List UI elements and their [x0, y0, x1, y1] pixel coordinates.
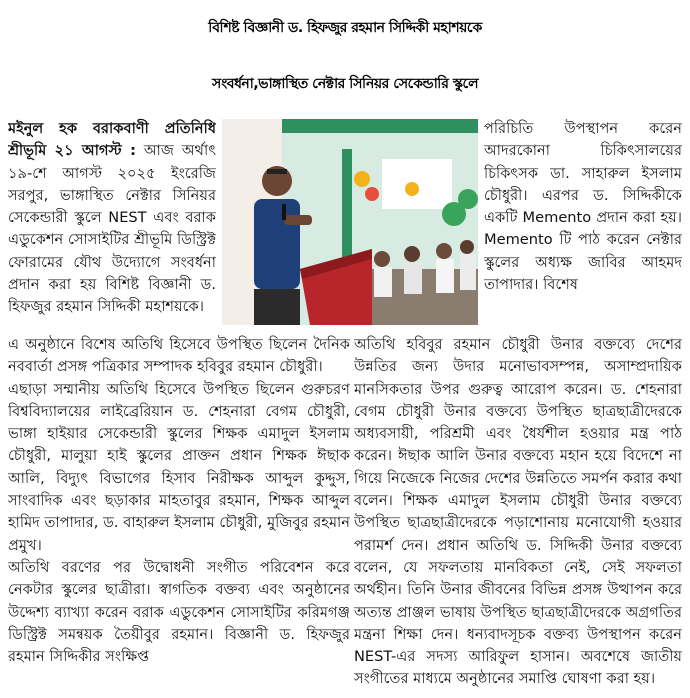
headline-line-1: বিশিষ্ট বিজ্ঞানী ড. হিফজুর রহমান সিদ্দিকী মহাশয়কে: [208, 20, 482, 36]
article-column-bottom-left: [8, 334, 350, 696]
article-paragraph: এছাড়া সম্মানীয় অতিথি হিসেবে উপস্থিত ছিলেন গুরুচরণ বিশ্ববিদ্যালয়ের লাইব্রেরিয়ান ড. শেহনারা বেগম চৌধুরী, ভাঙ্গা হাইয়ার সেকেন্ডারী স্কুলের শিক্ষক এমাদুল ইসলাম চৌধুরী, মালুয়া হাই স্কুলের প্রাক্তন প্রধান শিক্ষক ঈছাক আলি, বিদ্যুৎ বিভাগের হিসাব নিরীক্ষক আব্দুল কুদ্দুস, সাংবাদিক এবং ছড়াকার মাহতাবুর রহমান, শিক্ষক আব্দুল হামিদ তাপাদার, ড. বাহারুল ইসলাম চৌধুরী, মুজিবুর রহমান প্রমুখ।: [8, 380, 350, 554]
event-photo-illustration: [222, 119, 478, 325]
article-column-bottom-right: [354, 334, 682, 696]
article-column-left-top: [8, 118, 216, 333]
article-paragraph: পরিচিতি উপস্থাপন করেন আদরকোনা চিকিৎসালয়ের চিকিৎসক ডা. সাহারুল ইসলাম চৌধুরী। এরপর ড. সিদ্দিকীকে একটি Memento প্রদান করা হয়। Memento টি পাঠ করেন নেক্টার স্কুলের অধ্যক্ষ জাবির আহমদ তাপাদার। বিশেষ: [484, 120, 682, 294]
article-column-right-top: [484, 118, 682, 333]
event-photo: [222, 119, 478, 325]
article-paragraph: অতিথি হবিবুর রহমান চৌধুরী উনার বক্তব্যে দেশের উন্নতির জন্য উদার মনোভাবসম্পন্ন, অসাম্প্রদায়িক মানসিকতার উপর গুরুত্ব আরোপ করেন। ড. শেহনারা বেগম চৌধুরী উনার বক্তব্যে উপস্থিত ছাত্রছাত্রীদেরকে অধ্যবসায়ী, পরিশ্রমী এবং ধৈর্যশীল হওয়ার মন্ত্র পাঠ করেন। ঈছাক আলি উনার বক্তব্যে মহান হয়ে বিদেশে না গিয়ে নিজেকে নিজের দেশের উন্নতিতে সমর্পন করার কথা বলেন। শিক্ষক এমাদুল ইসলাম চৌধুরী উনার বক্তব্যে উপস্থিত ছাত্রছাত্রীদেরকে পড়াশোনায় মনোযোগী হওয়ার পরামর্শ দেন। প্রধান অতিথি ড. সিদ্দিকী উনার বক্তব্যে বলেন, যে সফলতায় মানবিকতা নেই, সেই সফলতা অর্থহীন। তিনি উনার জীবনের বিভিন্ন প্রসঙ্গ উত্থাপন করে অত্যন্ত প্রাঞ্জল ভাষায় উপস্থিত ছাত্রছাত্রীদেরকে অগ্রগতির মন্ত্রনা শিক্ষা দেন। ধন্যবাদসূচক বক্তব্য উপস্থাপন করেন NEST-এর সদস্য আরিফুল হাসান। অবশেষে জাতীয় সংগীতের মাধ্যমে অনুষ্ঠানের সমাপ্তি ঘোষণা করা হয়।: [354, 336, 682, 688]
article-paragraph: আজ অর্থাৎ ১৯-শে আগস্ট ২০২৫ ইংরেজি সরপুর, ভাঙ্গাস্থিত নেক্টার সিনিয়র সেকেন্ডারী স্কুলে NEST এবং বরাক এডুকেশন সোসাইটির শ্রীভূমি ডিস্ট্রিক্ট ফোরামের যৌথ উদ্যোগে সংবর্ধনা প্রদান করা হয় বিশিষ্ট বিজ্ঞানী ড. হিফজুর রহমান সিদ্দিকী মহাশয়কে।: [8, 142, 216, 316]
article-paragraph: অতিথি বরণের পর উদ্বোধনী সংগীত পরিবেশন করে নেকটার স্কুলের ছাত্রীরা। স্বাগতিক বক্তব্য এবং অনুষ্ঠানের উদ্দেশ্য ব্যাখ্যা করেন বরাক এডুকেশন সোসাইটির করিমগঞ্জ ডিস্ট্রিক্ট সমন্বয়ক তৈয়ীবুর রহমান। বিজ্ঞানী ড. হিফজুর রহমান সিদ্দিকীর সংক্ষিপ্ত: [8, 558, 350, 666]
article-paragraph: এ অনুষ্ঠানে বিশেষ অতিথি হিসেবে উপস্থিত ছিলেন দৈনিক নববার্তা প্রসঙ্গ পত্রিকার সম্পাদক হবিবুর রহমান চৌধুরী।: [8, 336, 350, 376]
byline: মইনুল হক বরাকবাণী প্রতিনিধি শ্রীভূমি ২১ আগস্ট :: [8, 120, 216, 160]
headline-line-2: সংবর্ধনা,ভাঙ্গাস্থিত নেক্টার সিনিয়র সেকেন্ডারি স্কুলে: [212, 76, 478, 92]
